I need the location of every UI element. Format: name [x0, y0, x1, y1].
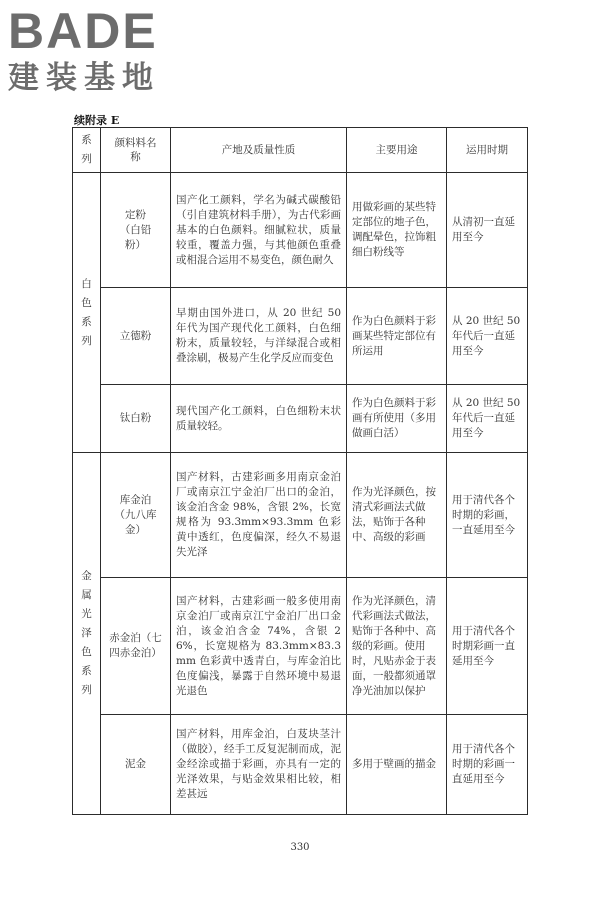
header-origin-quality: 产地及质量性质	[171, 128, 347, 173]
pigment-period: 用于清代各个时期的彩画一直延用至今	[447, 715, 528, 815]
pigment-use: 多用于壁画的描金	[347, 715, 447, 815]
pigment-name: 钛白粉	[101, 385, 171, 453]
header-period: 运用时期	[447, 128, 528, 173]
pigment-name: 库金泊（九八库金）	[101, 453, 171, 578]
logo-subtitle: 建装基地	[8, 60, 160, 96]
pigment-description: 国产化工颜料，学名为碱式碳酸铅（引自建筑材料手册），为古代彩画基本的白色颜料。细腻粒状，质量较重，覆盖力强，与其他颜色重叠或相混合运用不易变色，颜色耐久	[171, 173, 347, 288]
table-row	[73, 288, 528, 385]
pigment-period: 从 20 世纪 50 年代后一直延用至今	[447, 385, 528, 453]
pigment-description: 国产材料，古建彩画多用南京金泊厂或南京江宁金泊厂出口的金泊，该金泊含金 98%，含银 2%，长宽规格为 93.3mm×93.3mm 色彩黄中透红，色度偏深，经久不易退失光泽	[171, 453, 347, 578]
pigment-description: 早期由国外进口，从 20 世纪 50 年代为国产现代化工颜料，白色细粉末，质量较轻，与洋绿混合或相叠涂刷，极易产生化学反应而变色	[171, 288, 347, 385]
pigment-period: 用于清代各个时期彩画一直延用至今	[447, 578, 528, 715]
pigment-period: 用于清代各个时期的彩画，一直延用至今	[447, 453, 528, 578]
pigment-period: 从 20 世纪 50 年代后一直延用至今	[447, 288, 528, 385]
pigment-description: 国产材料，用库金泊，白芨块茎汁（做胶），经手工反复泥制而成，泥金经涂或描于彩画，亦具有一定的光泽效果，与贴金效果相比较，相差甚远	[171, 715, 347, 815]
logo-brand: BADE	[8, 3, 158, 59]
pigment-description: 国产材料，古建彩画一般多使用南京金泊厂或南京江宁金泊厂出口金泊，该金泊含金 74%，含银 26%，长宽规格为 83.3mm×83.3mm 色彩黄中透青白，与库金泊比色度偏浅，暴露于自然环境中易退光退色	[171, 578, 347, 715]
pigment-use: 作为白色颜料于彩画某些特定部位有所运用	[347, 288, 447, 385]
pigment-table	[72, 127, 528, 815]
pigment-use: 作为光泽颜色，按清式彩画法式做法，贴饰于各种中、高级的彩画	[347, 453, 447, 578]
header-series: 系列	[73, 128, 101, 173]
table-row	[73, 385, 528, 453]
bade-logo	[8, 3, 198, 102]
pigment-description: 现代国产化工颜料，白色细粉末状质量较轻。	[171, 385, 347, 453]
page-number: 330	[290, 842, 310, 853]
pigment-name: 定粉（白铅粉）	[101, 173, 171, 288]
pigment-use: 作为光泽颜色，清代彩画法式做法，贴饰于各种中、高级的彩画。使用时，凡贴赤金于表面，一般都须通罩净光油加以保护	[347, 578, 447, 715]
appendix-title: 续附录 E	[74, 114, 120, 127]
header-pigment-name: 颜料料名称	[101, 128, 171, 173]
pigment-name: 赤金泊（七四赤金泊）	[101, 578, 171, 715]
pigment-use: 作为白色颜料于彩画有所使用（多用做画白活）	[347, 385, 447, 453]
table-row	[73, 453, 528, 578]
pigment-period: 从清初一直延用至今	[447, 173, 528, 288]
table-header-row	[73, 128, 528, 173]
pigment-name: 泥金	[101, 715, 171, 815]
table-row	[73, 173, 528, 288]
series-cell-white: 白色系列	[73, 173, 101, 453]
table-row	[73, 715, 528, 815]
header-main-use: 主要用途	[347, 128, 447, 173]
series-cell-metallic: 金属光泽色系列	[73, 453, 101, 815]
table-row	[73, 578, 528, 715]
pigment-name: 立德粉	[101, 288, 171, 385]
pigment-use: 用做彩画的某些特定部位的地子色，调配晕色，拉饰粗细白粉线等	[347, 173, 447, 288]
